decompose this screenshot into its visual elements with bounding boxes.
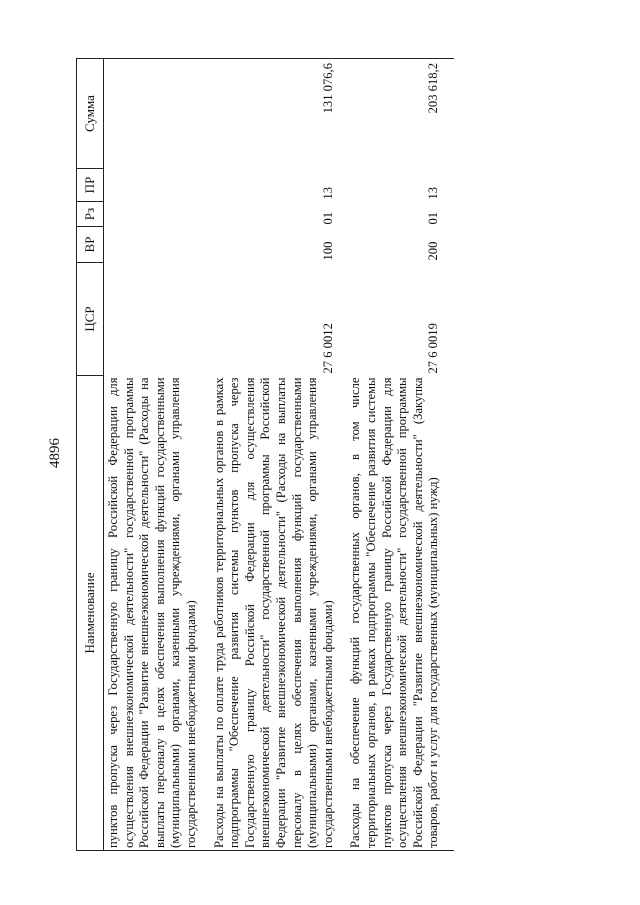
header-vr: ВР [77,227,104,263]
row-vr [104,227,212,263]
row-rz: 01 [320,211,335,225]
row-csr: 27 6 0012 [320,323,335,374]
row-name: Расходы на выплаты по оплате труда работников территориальных органов в рамках подпрограммы "Обеспечение развития системы пунктов пропуска через Государственную границу Российской Федерации для осуществления внешнеэкономической деятельности" государственной программы Российской Федерации "Развитие внешнеэкономической деятельности" (Расходы на выплаты персоналу в целях обеспечения выполнения функций государственными (муниципальными) органами, казенными учреждениями, органами управления государственными внебюджетными фондами) [212,376,349,851]
row-vr: 100 [320,241,335,261]
row-rz [104,202,212,227]
header-rz: Рз [77,202,104,227]
budget-table [76,58,454,851]
row-vr: 200 [426,241,441,261]
row-csr [104,263,212,376]
row-sum [104,59,212,169]
header-sum: Сумма [77,59,104,169]
row-name: Расходы на обеспечение функций государственных органов, в том числе территориальных органов, в рамках подпрограммы "Обеспечение развития системы пунктов пропуска через Государственную границу Российской Федерации для осуществления внешнеэкономической деятельности" государственной программы Российской Федерации "Развитие внешнеэкономической деятельности" (Закупка товаров, работ и услуг для государственных (муниципальных) нужд) [348,376,454,851]
header-name: Наименование [77,376,104,851]
table-row [348,59,454,851]
row-sum: 131 076,6 [212,59,349,169]
row-pr [104,169,212,202]
table-row [212,59,349,851]
row-name: пунктов пропуска через Государственную границу Российской Федерации для осуществления внешнеэкономической деятельности" государственной программы Российской Федерации "Развитие внешнеэкономической деятельности" (Расходы на выплаты персоналу в целях обеспечения выполнения функций государственными (муниципальными) органами, казенными учреждениями, органами управления государственными внебюджетными фондами) [104,376,212,851]
header-pr: ПР [77,169,104,202]
row-csr: 27 6 0019 [426,323,441,374]
rotated-table-frame [76,59,586,851]
header-csr: ЦСР [77,263,104,376]
row-sum: 203 618,2 [348,59,454,169]
table-row [104,59,212,851]
row-pr: 13 [426,186,441,200]
table-header-row [77,59,104,851]
row-rz: 01 [426,211,441,225]
page-number: 4896 [47,438,63,468]
row-pr: 13 [320,186,335,200]
